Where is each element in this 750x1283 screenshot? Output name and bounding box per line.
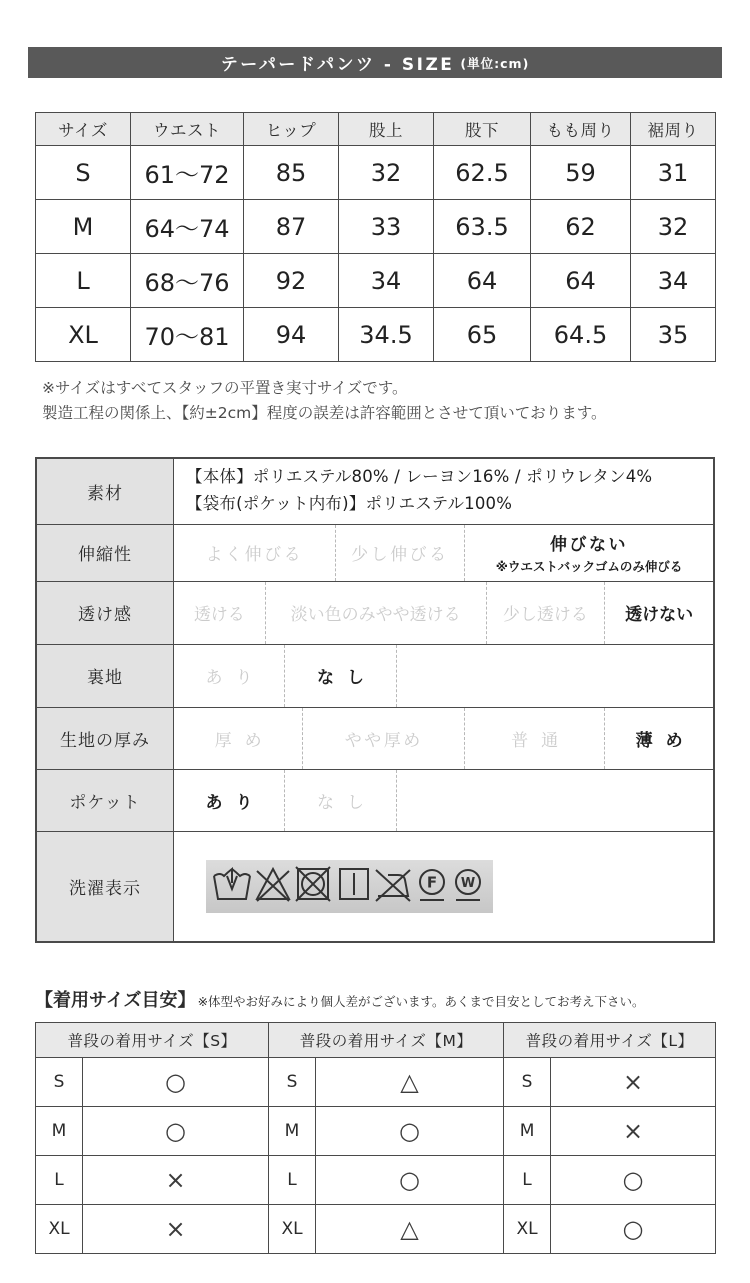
- thickness-option-unselected: 普通: [465, 708, 605, 769]
- table-row: [36, 1057, 716, 1106]
- thigh-cell: 59: [531, 146, 631, 200]
- page-title-bar: [28, 47, 722, 78]
- thickness-option-unselected: やや厚め: [303, 708, 465, 769]
- table-row: [36, 254, 716, 308]
- fit-mark-cell: △: [316, 1204, 504, 1253]
- table-row: [36, 1106, 716, 1155]
- size-table-header-row: [36, 113, 716, 146]
- fit-size-cell: M: [504, 1106, 551, 1155]
- thigh-cell: 62: [531, 200, 631, 254]
- fit-size-cell: S: [36, 1057, 83, 1106]
- hip-cell: 85: [244, 146, 339, 200]
- size-notes: [42, 376, 750, 426]
- fit-mark-cell: ○: [316, 1155, 504, 1204]
- fit-size-cell: L: [36, 1155, 83, 1204]
- lining-option-unselected: あり: [174, 645, 285, 707]
- table-row: [36, 1204, 716, 1253]
- stretch-option-unselected: 少し伸びる: [336, 525, 465, 581]
- material-value: [174, 459, 652, 524]
- fit-size-cell: S: [504, 1057, 551, 1106]
- lining-option-selected: なし: [285, 645, 397, 707]
- hem-cell: 32: [631, 200, 716, 254]
- laundry-symbols: [210, 863, 489, 909]
- fit-mark-cell: ○: [316, 1106, 504, 1155]
- size-note-line1: ※サイズはすべてスタッフの平置き実寸サイズです。: [42, 379, 408, 397]
- hem-cell: 34: [631, 254, 716, 308]
- hem-cell: 35: [631, 308, 716, 362]
- do-not-iron-icon: [376, 870, 410, 901]
- fit-mark-cell: ×: [83, 1204, 269, 1253]
- do-not-bleach-icon: [257, 869, 289, 901]
- wet-clean-W-icon: [456, 870, 480, 900]
- rise-cell: 33: [339, 200, 434, 254]
- material-line1: 【本体】ポリエステル80% / レーヨン16% / ポリウレタン4%: [186, 467, 653, 487]
- do-not-tumble-dry-icon: [296, 867, 330, 901]
- size-note-line2: 製造工程の関係上、【約±2cm】程度の誤差は許容範囲とさせて頂いております。: [42, 403, 607, 422]
- lining-label: 裏地: [37, 645, 174, 707]
- table-row: [36, 146, 716, 200]
- waist-cell: 64〜74: [131, 200, 244, 254]
- hip-cell: 87: [244, 200, 339, 254]
- material-label: 素材: [37, 459, 174, 524]
- fit-size-cell: M: [269, 1106, 316, 1155]
- inseam-cell: 63.5: [434, 200, 531, 254]
- svg-text:F: F: [426, 873, 438, 892]
- fit-mark-cell: ○: [551, 1204, 716, 1253]
- fit-size-cell: XL: [269, 1204, 316, 1253]
- inseam-cell: 65: [434, 308, 531, 362]
- inseam-cell: 62.5: [434, 146, 531, 200]
- col-header-waist: ウエスト: [131, 113, 244, 146]
- sheerness-option-unselected: 透ける: [174, 582, 266, 644]
- care-label-photo: [206, 860, 493, 913]
- waist-cell: 61〜72: [131, 146, 244, 200]
- fit-size-cell: XL: [504, 1204, 551, 1253]
- unit-label: (単位:cm): [460, 55, 530, 71]
- fit-size-cell: L: [504, 1155, 551, 1204]
- fit-mark-cell: ×: [83, 1155, 269, 1204]
- waist-cell: 70〜81: [131, 308, 244, 362]
- col-header-hip: ヒップ: [244, 113, 339, 146]
- stretch-label: 伸縮性: [37, 525, 174, 581]
- fit-group-header-L: 普段の着用サイズ【L】: [504, 1022, 716, 1057]
- inseam-cell: 64: [434, 254, 531, 308]
- fit-mark-cell: ○: [83, 1057, 269, 1106]
- dry-clean-F-icon: [420, 870, 444, 900]
- spec-row-thickness: [37, 707, 713, 769]
- col-header-hem: 裾周り: [631, 113, 716, 146]
- spec-row-pocket: [37, 769, 713, 831]
- fit-size-cell: L: [269, 1155, 316, 1204]
- rise-cell: 32: [339, 146, 434, 200]
- rise-cell: 34: [339, 254, 434, 308]
- stretch-selected-note: ※ウエストバックゴムのみ伸びる: [495, 559, 683, 575]
- fit-mark-cell: ×: [551, 1106, 716, 1155]
- fit-guide-title: 【着用サイズ目安】: [35, 989, 196, 1011]
- pocket-label: ポケット: [37, 770, 174, 831]
- thickness-label: 生地の厚み: [37, 708, 174, 769]
- spec-row-stretch: [37, 524, 713, 581]
- thigh-cell: 64: [531, 254, 631, 308]
- sheerness-option-unselected: 淡い色のみやや透ける: [266, 582, 487, 644]
- pocket-option-selected: あり: [174, 770, 285, 831]
- sheerness-option-selected: 透けない: [625, 605, 694, 626]
- size-measurement-table: [35, 112, 716, 362]
- sheerness-label: 透け感: [37, 582, 174, 644]
- hem-cell: 31: [631, 146, 716, 200]
- spec-row-material: [37, 459, 713, 524]
- line-dry-icon: [340, 869, 368, 899]
- col-header-inseam: 股下: [434, 113, 531, 146]
- thigh-cell: 64.5: [531, 308, 631, 362]
- material-line2: 【袋布(ポケット内布)】ポリエステル100%: [186, 494, 513, 514]
- waist-cell: 68〜76: [131, 254, 244, 308]
- stretch-option-selected: 伸びない: [550, 535, 629, 556]
- spec-row-laundry: [37, 831, 713, 941]
- product-spec-table: [35, 457, 715, 943]
- fit-mark-cell: ×: [551, 1057, 716, 1106]
- page-title: テーパードパンツ - SIZE: [220, 55, 455, 75]
- svg-text:W: W: [460, 876, 476, 892]
- fit-guide-heading: [35, 986, 750, 1012]
- fit-group-header-M: 普段の着用サイズ【M】: [269, 1022, 504, 1057]
- hip-cell: 92: [244, 254, 339, 308]
- rise-cell: 34.5: [339, 308, 434, 362]
- size-cell: S: [36, 146, 131, 200]
- table-row: [36, 200, 716, 254]
- size-cell: XL: [36, 308, 131, 362]
- spec-row-sheerness: [37, 581, 713, 644]
- fit-table-header-row: [36, 1022, 716, 1057]
- fit-size-cell: M: [36, 1106, 83, 1155]
- fit-group-header-S: 普段の着用サイズ【S】: [36, 1022, 269, 1057]
- col-header-rise: 股上: [339, 113, 434, 146]
- thickness-option-selected: 薄め: [635, 730, 696, 751]
- spec-row-lining: [37, 644, 713, 707]
- pocket-empty-cell: [397, 770, 713, 831]
- fit-guide-note: ※体型やお好みにより個人差がございます。あくまで目安としてお考え下さい。: [197, 993, 645, 1009]
- hand-wash-icon: [214, 869, 250, 899]
- lining-empty-cell: [397, 645, 713, 707]
- fit-size-cell: XL: [36, 1204, 83, 1253]
- size-cell: M: [36, 200, 131, 254]
- table-row: [36, 1155, 716, 1204]
- hip-cell: 94: [244, 308, 339, 362]
- stretch-option-unselected: よく伸びる: [174, 525, 336, 581]
- table-row: [36, 308, 716, 362]
- fit-size-cell: S: [269, 1057, 316, 1106]
- sheerness-option-unselected: 少し透ける: [487, 582, 606, 644]
- fit-mark-cell: ○: [551, 1155, 716, 1204]
- pocket-option-unselected: なし: [285, 770, 397, 831]
- thickness-option-unselected: 厚め: [174, 708, 303, 769]
- col-header-thigh: もも周り: [531, 113, 631, 146]
- col-header-size: サイズ: [36, 113, 131, 146]
- size-cell: L: [36, 254, 131, 308]
- fit-mark-cell: △: [316, 1057, 504, 1106]
- laundry-label: 洗濯表示: [37, 832, 174, 941]
- fit-mark-cell: ○: [83, 1106, 269, 1155]
- fit-guide-table: [35, 1022, 716, 1254]
